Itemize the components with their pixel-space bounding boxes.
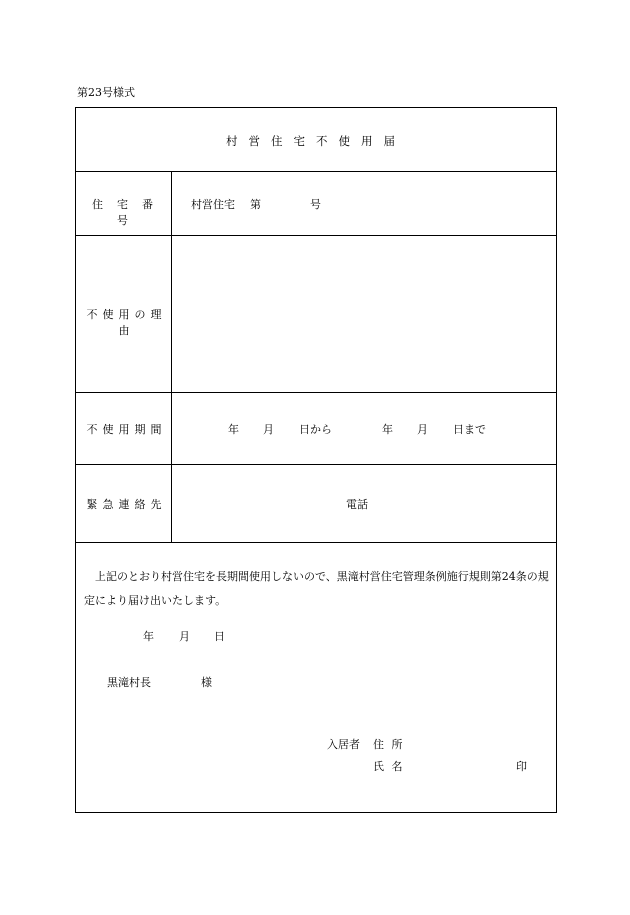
date-month: 月 — [179, 630, 190, 643]
form-title: 村営住宅不使用届 — [226, 134, 406, 148]
period-to-year: 年 — [382, 423, 393, 436]
emergency-contact-label: 緊急連絡先 — [86, 498, 167, 511]
reason-input-area[interactable] — [172, 236, 556, 391]
divider-period — [76, 464, 556, 465]
date-year: 年 — [143, 630, 154, 643]
house-number-prefix: 村営住宅 — [191, 198, 235, 211]
reason-label: 不使用の理由 — [86, 308, 167, 337]
period-from-day: 日から — [299, 423, 332, 436]
form-number: 第23号様式 — [77, 86, 135, 99]
period-label: 不使用期間 — [86, 423, 167, 436]
statement-text: 上記のとおり村営住宅を長期間使用しないので、黒滝村営住宅管理条例施行規則第24条の規定により届け出いたします。 — [84, 570, 549, 607]
applicant-name-label: 氏 名 — [373, 760, 405, 773]
divider-reason — [76, 392, 556, 393]
addressee-name: 黒滝村長 — [107, 676, 151, 689]
emergency-phone-label: 電話 — [346, 498, 368, 511]
period-to-day: 日まで — [453, 423, 486, 436]
period-to-month: 月 — [417, 423, 428, 436]
period-from-month: 月 — [263, 423, 274, 436]
divider-title — [76, 171, 556, 172]
house-number-dai: 第 — [250, 198, 261, 211]
addressee-honorific: 様 — [201, 676, 212, 689]
form-frame — [75, 107, 557, 813]
applicant-address-label: 住 所 — [373, 738, 405, 751]
divider-emergency — [76, 542, 556, 543]
house-number-label: 住宅番号 — [92, 198, 167, 227]
period-from-year: 年 — [228, 423, 239, 436]
house-number-go: 号 — [310, 198, 321, 211]
seal-mark: 印 — [516, 760, 527, 773]
date-day: 日 — [214, 630, 225, 643]
applicant-role: 入居者 — [327, 738, 360, 751]
